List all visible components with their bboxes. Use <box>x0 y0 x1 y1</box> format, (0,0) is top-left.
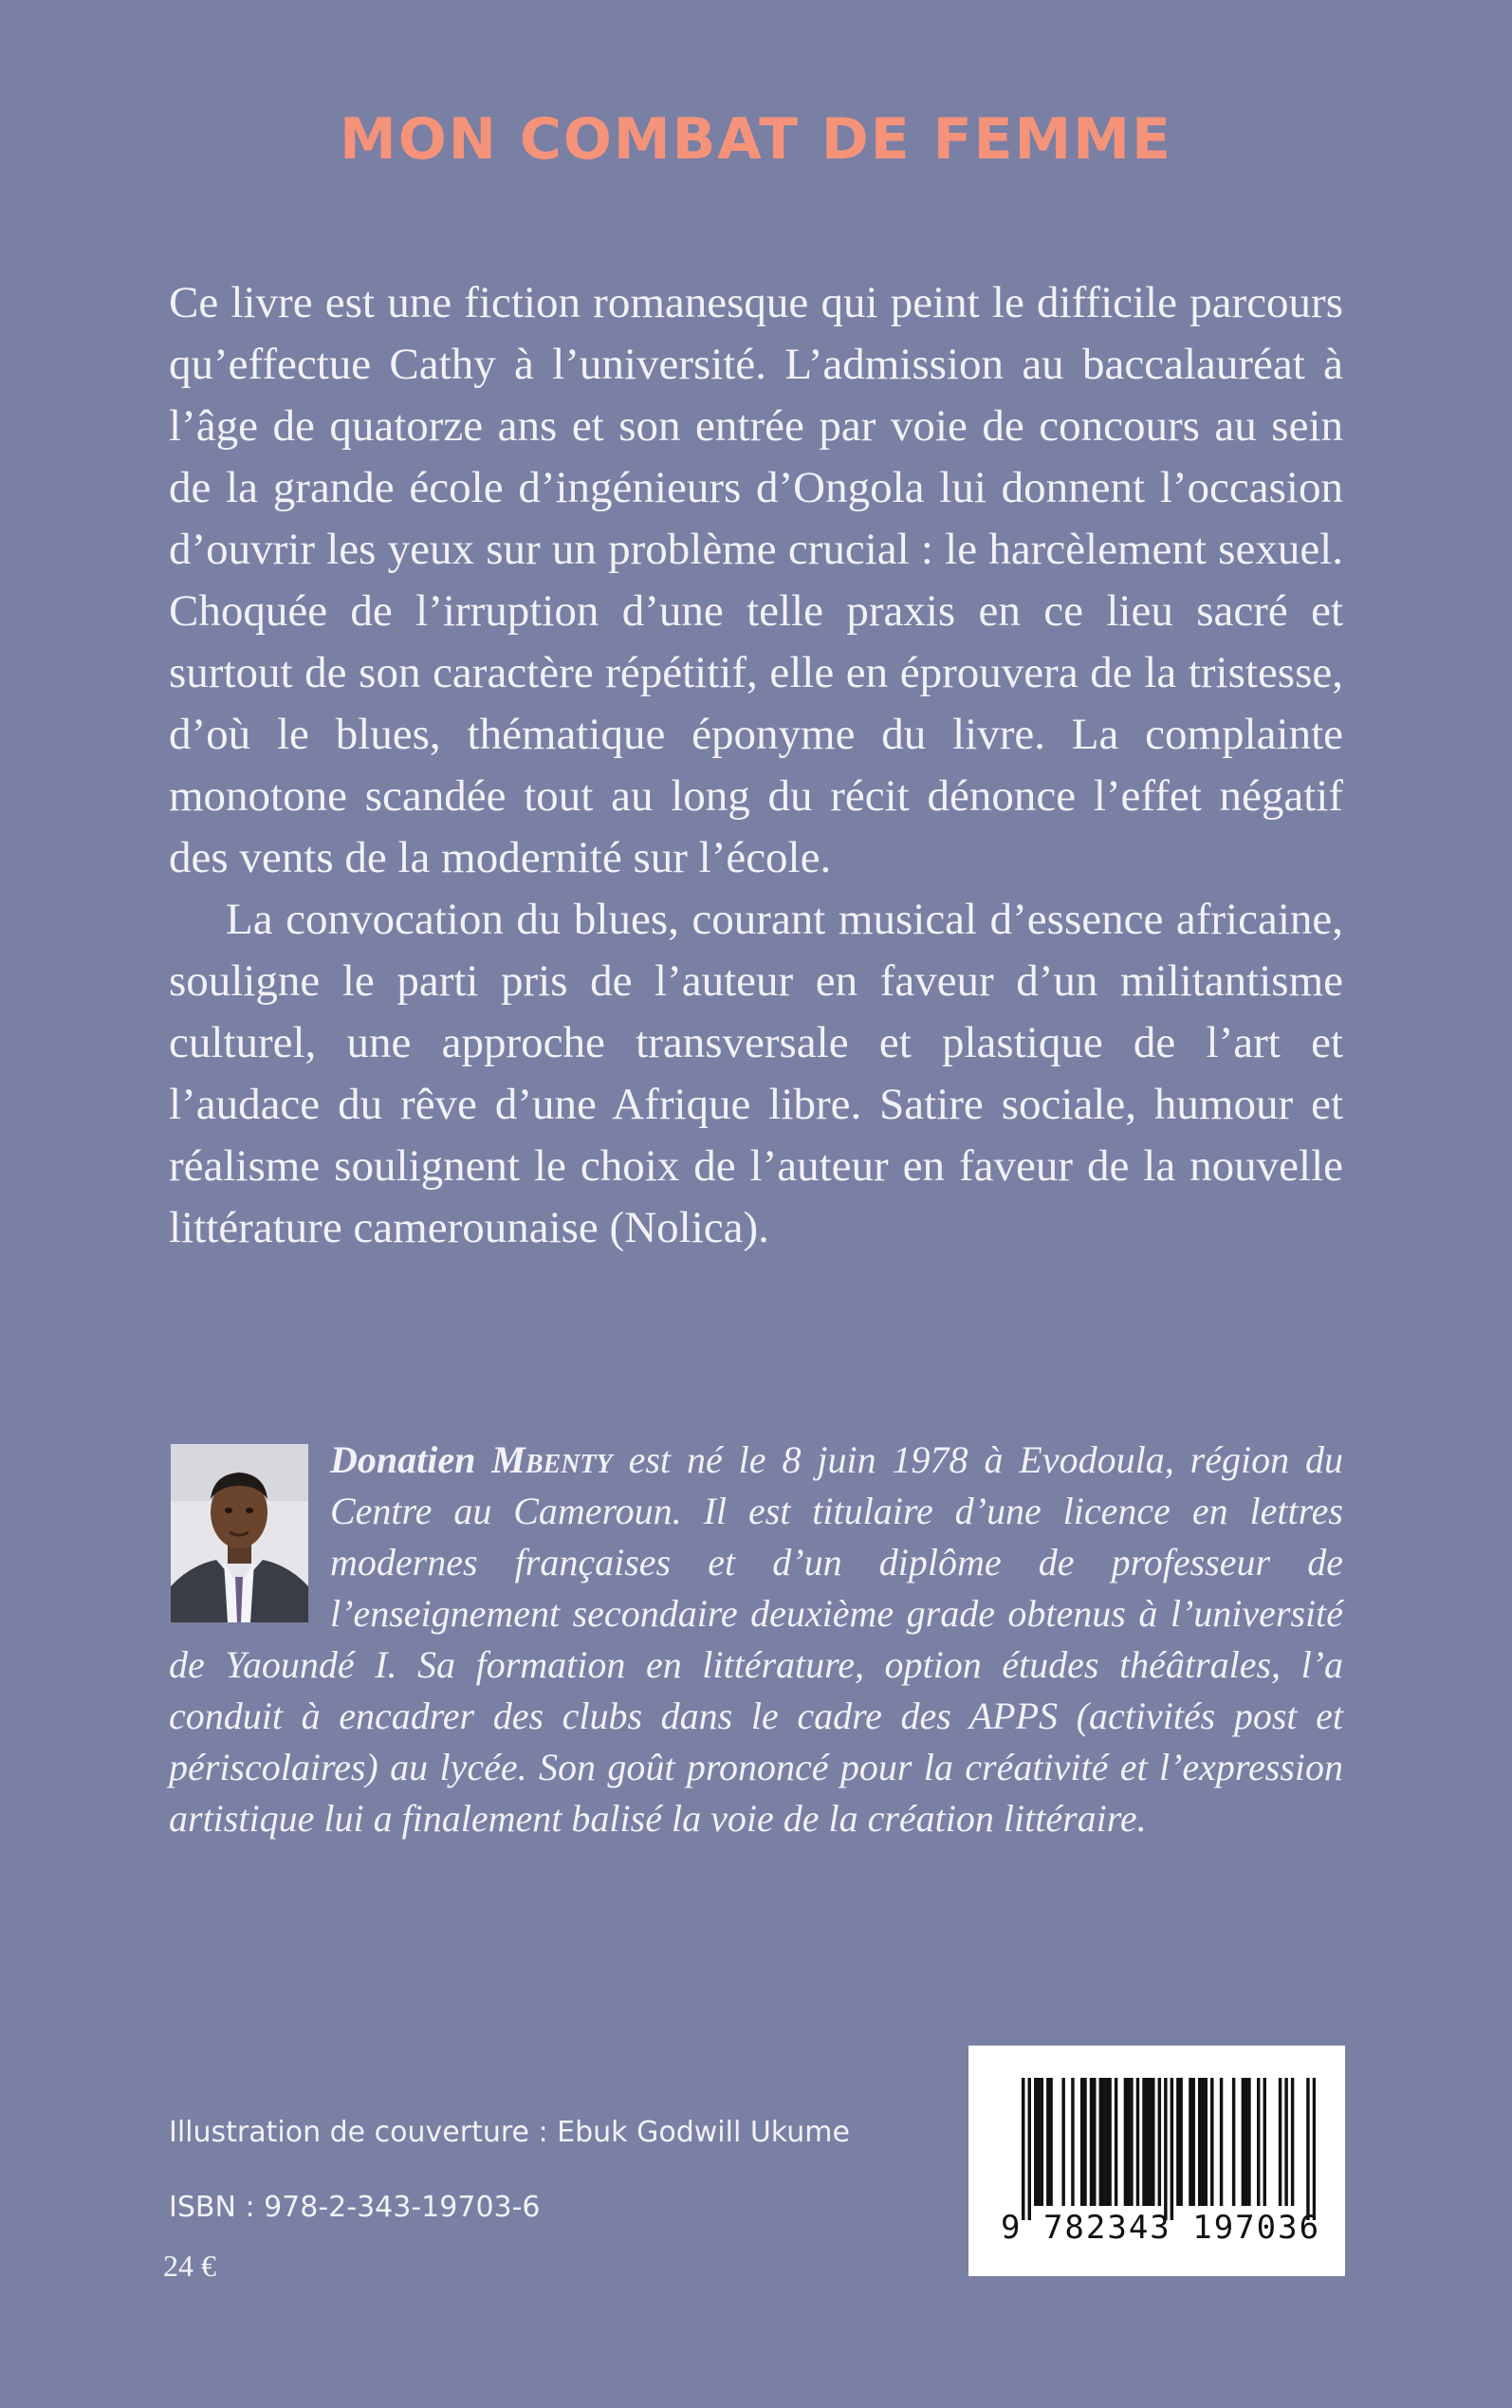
barcode-bar <box>1099 2078 1102 2206</box>
barcode-bar <box>1127 2078 1130 2206</box>
barcode-bar <box>1189 2078 1191 2206</box>
author-bio <box>169 1435 1343 1844</box>
author-first-name: Donatien <box>330 1438 476 1481</box>
barcode-bar <box>1205 2078 1208 2206</box>
barcode-bar <box>1046 2078 1049 2206</box>
synopsis <box>169 272 1343 1259</box>
barcode-bar <box>1090 2078 1093 2206</box>
barcode-bar <box>1071 2078 1074 2206</box>
barcode-bar <box>1034 2078 1037 2206</box>
barcode-bars <box>1022 2078 1316 2220</box>
barcode-bar <box>1037 2078 1040 2206</box>
barcode-bar <box>1102 2078 1105 2206</box>
barcode-bar <box>1284 2078 1287 2206</box>
book-title: MON COMBAT DE FEMME <box>340 106 1172 173</box>
barcode-bar <box>1291 2078 1294 2206</box>
barcode-bar <box>1124 2078 1127 2206</box>
barcode-bar <box>1263 2078 1266 2206</box>
author-name <box>330 1438 613 1481</box>
barcode-bar <box>1093 2078 1096 2206</box>
illustration-credit: Illustration de couverture : Ebuk Godwill Ukume <box>169 2116 850 2149</box>
barcode-bar <box>1198 2078 1201 2206</box>
isbn-line: ISBN : 978-2-343-19703-6 <box>169 2191 541 2224</box>
barcode <box>968 2046 1345 2276</box>
barcode-bar <box>1028 2078 1031 2220</box>
barcode-bar <box>1142 2078 1145 2206</box>
barcode-bar <box>1306 2078 1309 2220</box>
barcode-bar <box>1220 2078 1223 2206</box>
author-bio-text: est né le 8 juin 1978 à Evodoula, région du Centre au Cameroun. Il est titulaire d’une licence en lettres modernes françaises et d’un diplôme de professeur de l’enseignement secondaire deuxième grade obtenus à l’université de Yaoundé I. Sa formation en littérature, option études théâtrales, l’a conduit à encadrer des clubs dans le cadre des APPS (activités post et périscolaires) au lycée. Son goût prononcé pour la créativité et l’expression artistique lui a finalement balisé la voie de la création littéraire. <box>169 1438 1344 1840</box>
barcode-bar <box>1247 2078 1250 2206</box>
barcode-bar <box>1083 2078 1086 2206</box>
barcode-bar <box>1152 2078 1154 2206</box>
barcode-bar <box>1108 2078 1111 2206</box>
barcode-bar <box>1164 2078 1167 2220</box>
barcode-bar <box>1158 2078 1161 2206</box>
barcode-bar <box>1105 2078 1108 2206</box>
barcode-bar <box>1257 2078 1260 2206</box>
barcode-bar <box>1146 2078 1149 2206</box>
synopsis-paragraph-2: La convocation du blues, courant musical d’essence africaine, souligne le parti pris de l’auteur en faveur d’un militantisme culturel, une approche transversale et plastique de l’art et l’audace du rêve d’une Afrique libre. Satire sociale, humour et réalisme soulignent le choix de l’auteur en faveur de la nouvelle littérature camerounaise (Nolica). <box>169 895 1343 1252</box>
barcode-digits: 9 782343 197036 <box>1001 2209 1321 2247</box>
barcode-bar <box>1176 2078 1179 2206</box>
barcode-bar <box>1022 2078 1024 2220</box>
barcode-bar <box>1149 2078 1152 2206</box>
barcode-bar <box>1136 2078 1139 2206</box>
price: 24 € <box>163 2249 216 2283</box>
barcode-bar <box>1080 2078 1083 2206</box>
barcode-bar <box>1201 2078 1204 2206</box>
barcode-bar <box>1130 2078 1133 2206</box>
barcode-bar <box>1232 2078 1235 2206</box>
barcode-bar <box>1242 2078 1245 2206</box>
synopsis-paragraph-1: Ce livre est une fiction romanesque qui peint le difficile parcours qu’effectue Cathy à l’université. L’admission au baccalauréat à l’âge de quatorze ans et son entrée par voie de concours au sein de la grande école d’ingénieurs d’Ongola lui donnent l’occasion d’ouvrir les yeux sur un problème crucial : le harcèlement sexuel. Choquée de l’irruption d’une telle praxis en ce lieu sacré et surtout de son caractère répétitif, elle en éprouvera de la tristesse, d’où le blues, thématique éponyme du livre. La complainte monotone scandée tout au long du récit dénonce l’effet négatif des vents de la modernité sur l’école. <box>169 278 1343 882</box>
barcode-bar <box>1179 2078 1182 2206</box>
barcode-bar <box>1041 2078 1043 2206</box>
barcode-bar <box>1245 2078 1247 2206</box>
photo-spacer <box>169 1435 330 1636</box>
author-last-name: Mbenty <box>491 1438 613 1481</box>
barcode-bar <box>1313 2078 1316 2220</box>
barcode-bar <box>1115 2078 1117 2206</box>
barcode-bar <box>1191 2078 1194 2206</box>
barcode-bar <box>1061 2078 1064 2206</box>
barcode-bar <box>1279 2078 1282 2206</box>
barcode-bar <box>1210 2078 1213 2206</box>
barcode-bar <box>1171 2078 1173 2220</box>
barcode-bar <box>1049 2078 1052 2206</box>
